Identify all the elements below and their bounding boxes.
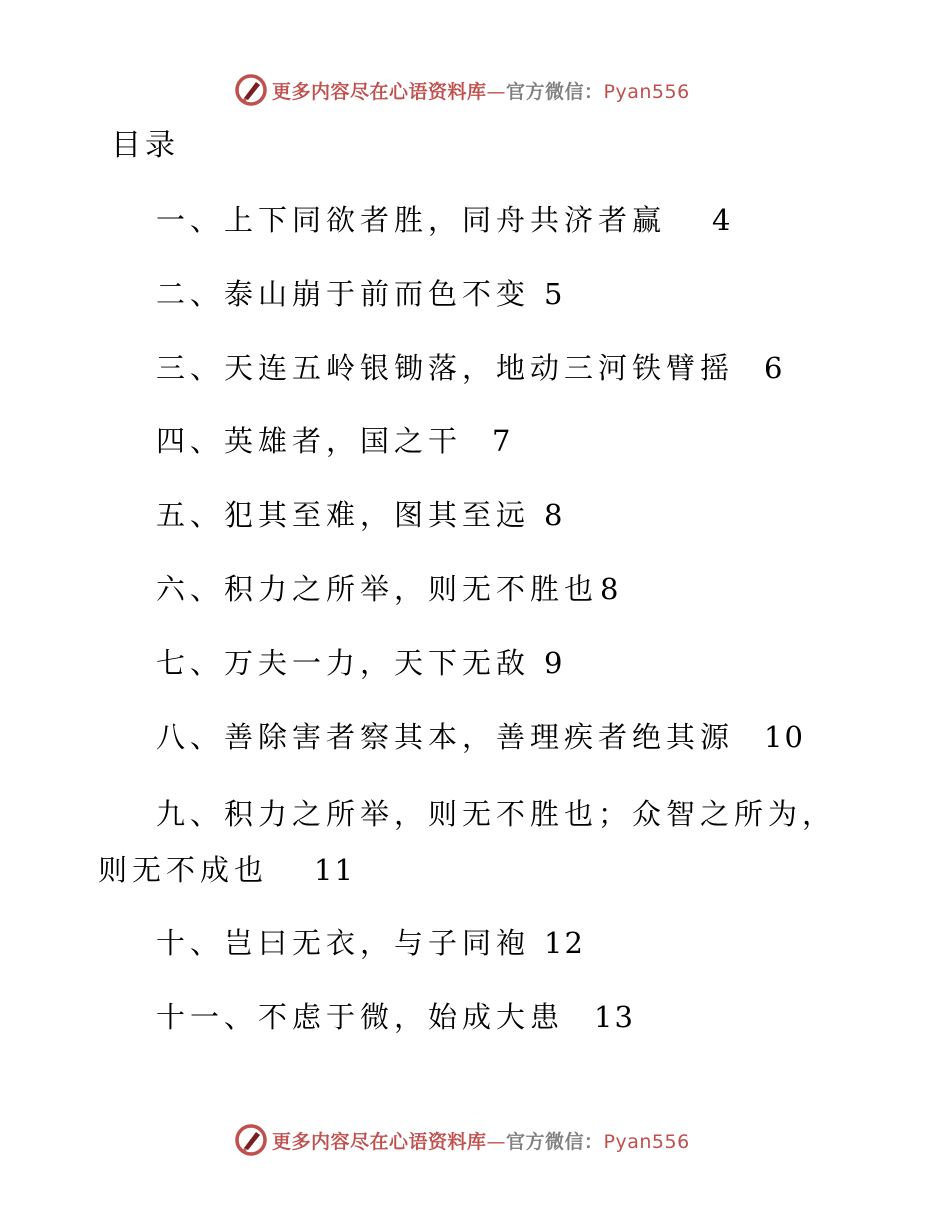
toc-entry-5[interactable] xyxy=(98,488,838,542)
toc-entry-page: 11 xyxy=(314,853,355,887)
toc-entry-text: 十、岂曰无衣，与子同袍 xyxy=(156,926,531,960)
pen-circle-logo-icon xyxy=(234,73,268,107)
toc-entry-text: 四、英雄者，国之干 xyxy=(156,424,463,458)
toc-entry-6[interactable] xyxy=(98,562,838,616)
toc-title: 目录 xyxy=(111,128,179,163)
toc-entry-9[interactable] xyxy=(98,786,838,898)
toc-entry-page: 9 xyxy=(544,646,565,680)
toc-entry-text: 九、积力之所举，则无不胜也；众智之所为，则无不成也 xyxy=(98,797,837,887)
toc-entry-text: 十一、不虑于微，始成大患 xyxy=(156,1000,565,1034)
toc-entry-7[interactable] xyxy=(98,636,838,690)
pen-circle-logo-icon xyxy=(234,1123,268,1157)
header-site-text: 更多内容尽在心语资料库 xyxy=(272,80,487,103)
toc-entry-page: 13 xyxy=(594,1000,635,1034)
toc-entry-1[interactable] xyxy=(98,193,838,247)
toc-entry-text: 五、犯其至难，图其至远 xyxy=(156,498,531,532)
footer-wechat-label: 官方微信： xyxy=(506,1130,604,1153)
toc-entry-8[interactable] xyxy=(98,710,838,764)
footer-dash: — xyxy=(486,1130,507,1153)
header-text xyxy=(272,77,690,104)
toc-entry-text: 八、善除害者察其本，善理疾者绝其源 xyxy=(156,720,735,754)
footer-site-text: 更多内容尽在心语资料库 xyxy=(272,1130,487,1153)
toc-entry-4[interactable] xyxy=(98,414,838,468)
header-dash: — xyxy=(486,80,507,103)
toc-entry-page: 12 xyxy=(544,926,585,960)
toc-entry-text: 六、积力之所举，则无不胜也 xyxy=(156,572,599,606)
toc-entry-text: 一、上下同欲者胜，同舟共济者赢 xyxy=(156,203,667,237)
toc-entry-text: 七、万夫一力，天下无敌 xyxy=(156,646,531,680)
footer-wechat-id: Pyan556 xyxy=(603,1130,690,1153)
toc-entry-text: 三、天连五岭银锄落，地动三河铁臂摇 xyxy=(156,351,735,385)
toc-entry-page: 6 xyxy=(764,351,785,385)
toc-entry-3[interactable] xyxy=(98,341,838,395)
toc-entry-page: 4 xyxy=(712,203,733,237)
header-banner xyxy=(234,72,690,108)
footer-banner xyxy=(234,1122,690,1158)
toc-entry-2[interactable] xyxy=(98,267,838,321)
toc-entry-11[interactable] xyxy=(98,990,838,1044)
footer-text xyxy=(272,1127,690,1154)
toc-entry-page: 8 xyxy=(544,498,565,532)
toc-entry-page: 5 xyxy=(544,277,565,311)
toc-entry-page: 8 xyxy=(600,572,621,606)
toc-entry-page: 10 xyxy=(764,720,805,754)
toc-entry-10[interactable] xyxy=(98,916,838,970)
header-wechat-id: Pyan556 xyxy=(603,80,690,103)
toc-entry-text: 二、泰山崩于前而色不变 xyxy=(156,277,531,311)
header-wechat-label: 官方微信： xyxy=(506,80,604,103)
toc-entry-page: 7 xyxy=(492,424,513,458)
